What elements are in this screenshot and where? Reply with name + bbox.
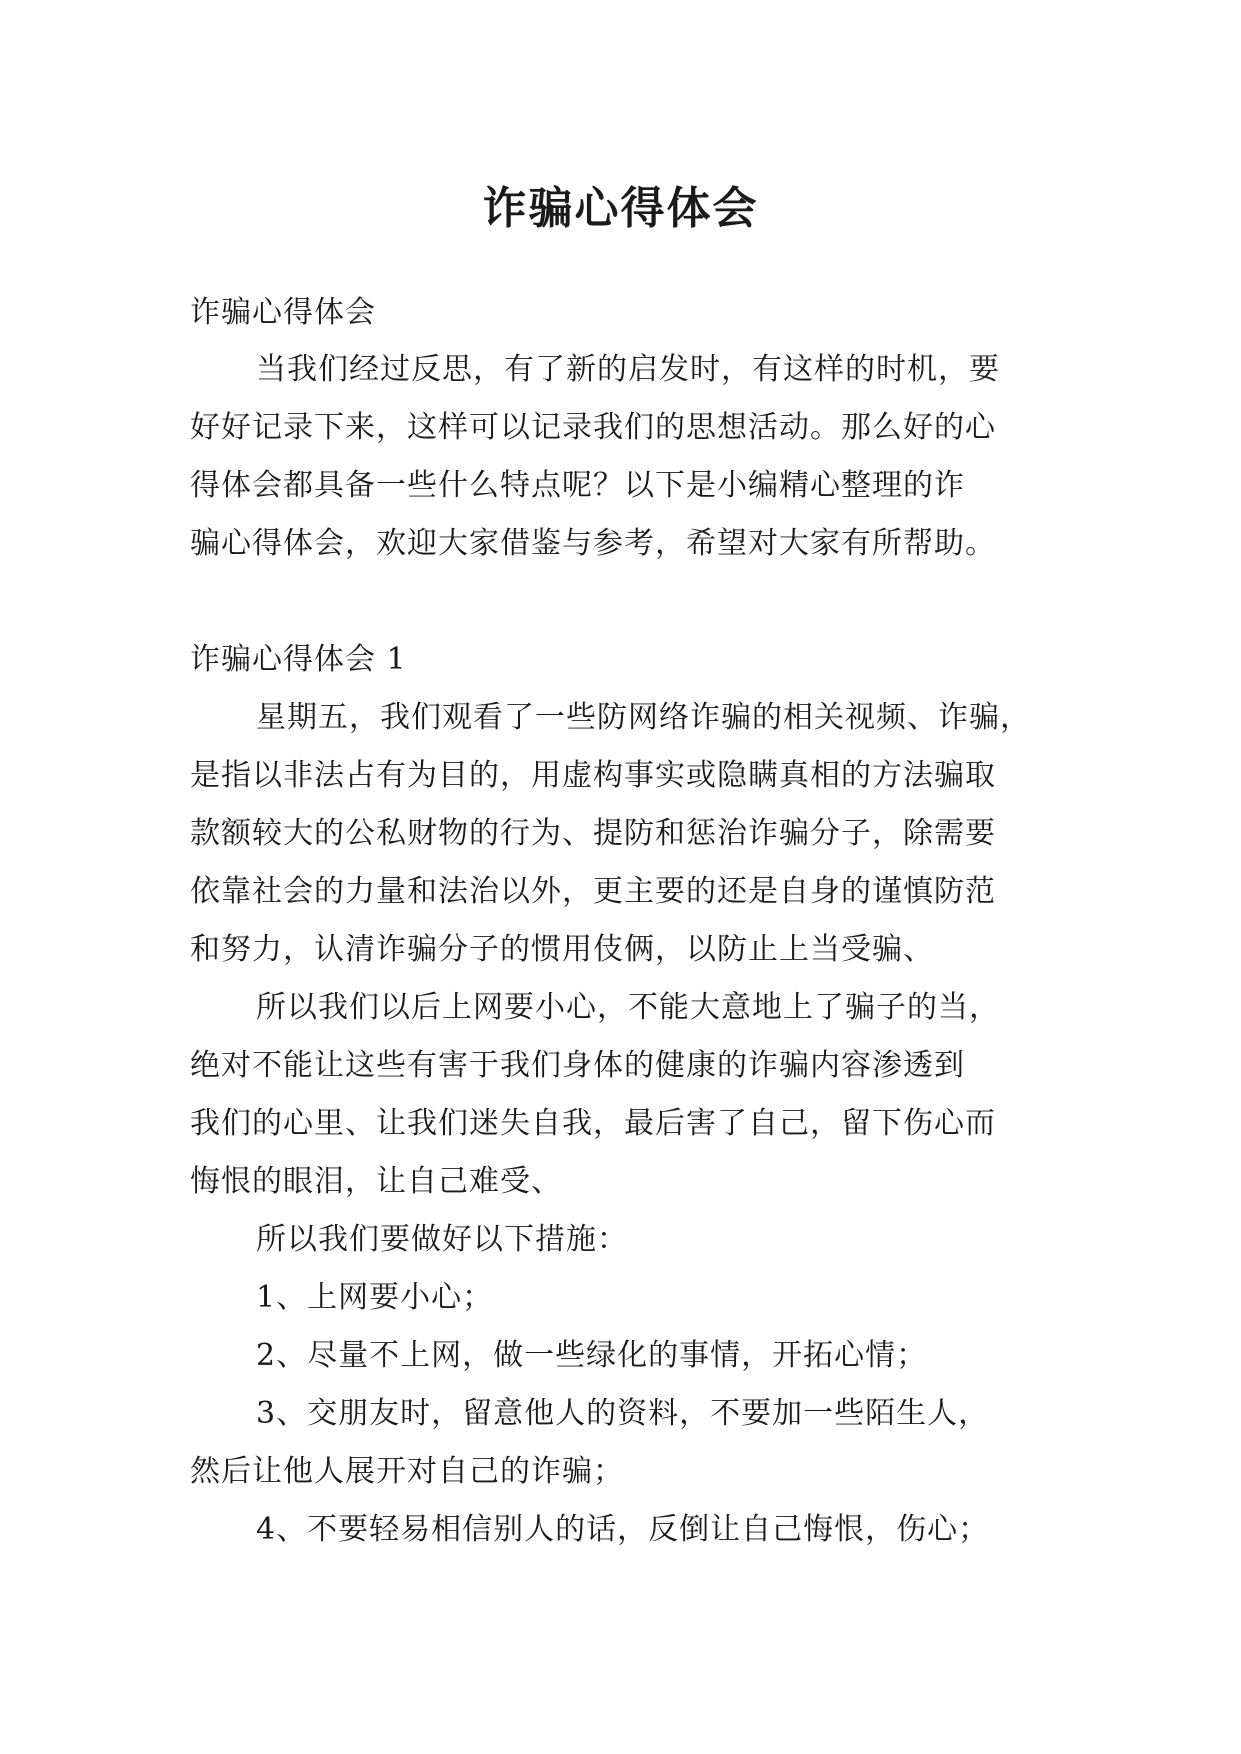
intro-heading: 诈骗心得体会 (190, 295, 376, 330)
measure-item: 3、交朋友时，留意他人的资料，不要加一些陌生人， (256, 1396, 990, 1431)
measures-intro: 所以我们要做好以下措施： (256, 1222, 628, 1257)
measure-item-continuation: 然后让他人展开对自己的诈骗； (190, 1454, 624, 1489)
paragraph-line: 依靠社会的力量和法治以外，更主要的还是自身的谨慎防范 (190, 874, 996, 909)
paragraph-line: 星期五，我们观看了一些防网络诈骗的相关视频、诈骗， (256, 700, 1031, 735)
intro-line: 好好记录下来，这样可以记录我们的思想活动。那么好的心 (190, 410, 996, 445)
paragraph-line: 悔恨的眼泪，让自己难受、 (190, 1164, 562, 1199)
measure-item: 2、尽量不上网，做一些绿化的事情，开拓心情； (256, 1338, 928, 1373)
section-heading: 诈骗心得体会 1 (190, 642, 407, 677)
paragraph-line: 是指以非法占有为目的，用虚构事实或隐瞒真相的方法骗取 (190, 758, 996, 793)
paragraph-line: 绝对不能让这些有害于我们身体的健康的诈骗内容渗透到 (190, 1048, 965, 1083)
paragraph-line: 所以我们以后上网要小心，不能大意地上了骗子的当， (256, 990, 1000, 1025)
intro-line: 当我们经过反思，有了新的启发时，有这样的时机，要 (256, 352, 1000, 387)
intro-line: 骗心得体会，欢迎大家借鉴与参考，希望对大家有所帮助。 (190, 526, 996, 561)
paragraph-line: 我们的心里、让我们迷失自我，最后害了自己，留下伤心而 (190, 1106, 996, 1141)
paragraph-line: 款额较大的公私财物的行为、提防和惩治诈骗分子，除需要 (190, 816, 996, 851)
intro-line: 得体会都具备一些什么特点呢？以下是小编精心整理的诈 (190, 468, 965, 503)
paragraph-line: 和努力，认清诈骗分子的惯用伎俩，以防止上当受骗、 (190, 932, 934, 967)
measure-item: 1、上网要小心； (256, 1280, 494, 1315)
document-title: 诈骗心得体会 (482, 183, 759, 235)
measure-item: 4、不要轻易相信别人的话，反倒让自己悔恨，伤心； (256, 1512, 990, 1547)
